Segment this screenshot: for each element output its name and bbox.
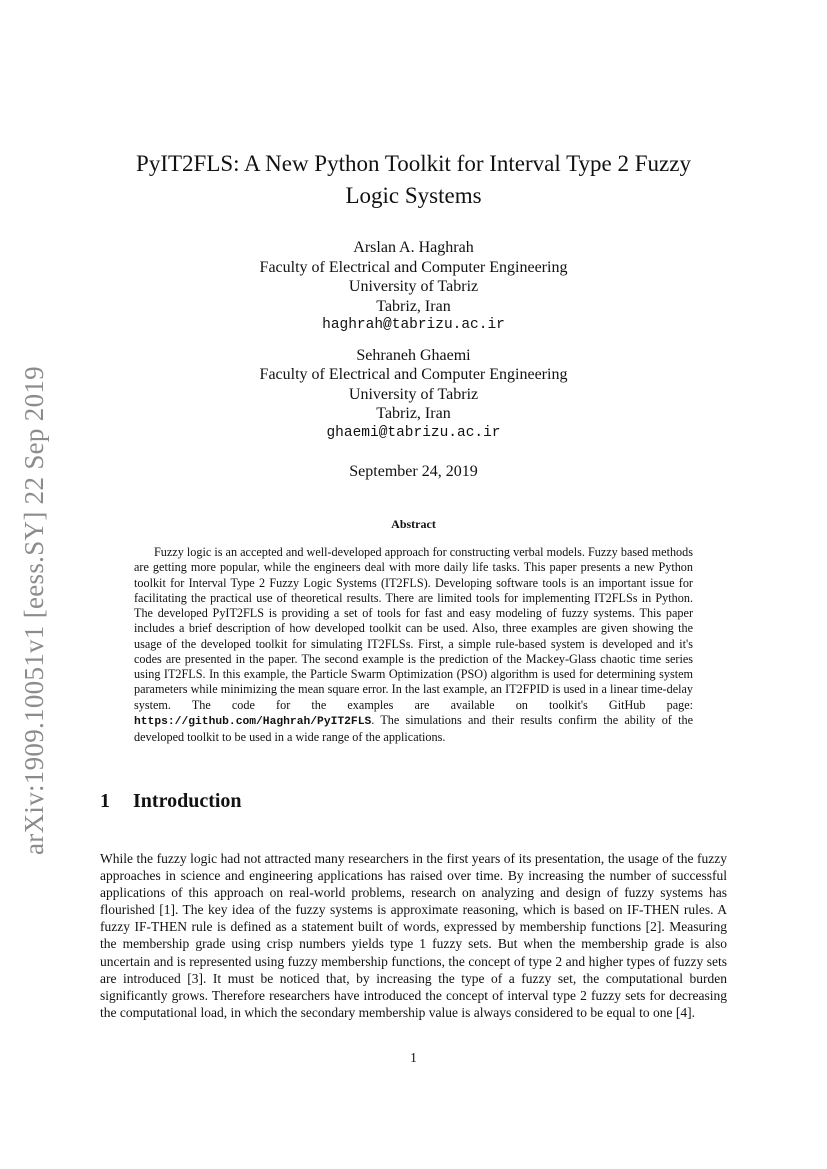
page-number: 1 (410, 1050, 417, 1065)
author-department: Faculty of Electrical and Computer Engineering (259, 366, 568, 383)
author-list (100, 238, 727, 453)
author-2 (100, 346, 727, 444)
abstract-body (134, 545, 693, 745)
author-university: University of Tabriz (348, 278, 479, 295)
author-name: Sehraneh Ghaemi (356, 346, 471, 364)
section-heading (100, 790, 242, 813)
author-1 (100, 238, 727, 336)
introduction-paragraph: While the fuzzy logic had not attracted many researchers in the first years of its presentation, the usage of the fuzzy approaches in science and engineering applications has raised over time. By increasing the number of successful applications of this approach on real-world problems, research on analyzing and design of fuzzy systems has flourished [1]. The key idea of the fuzzy systems is approximate reasoning, which is based on IF-THEN rules. A fuzzy IF-THEN rule is defined as a statement built of words, expressed by membership functions [2]. Measuring the membership grade using crisp numbers yields type 1 fuzzy sets. But when the membership grade is also uncertain and is represented using fuzzy membership functions, the concept of type 2 and higher types of fuzzy sets are introduced [3]. It must be noticed that, by increasing the type of a fuzzy set, the computational burden significantly grows. Therefore researchers have introduced the concept of interval type 2 fuzzy sets for decreasing the computational load, in which the secondary membership value is always considered to be equal to one [4]. (100, 851, 727, 1020)
publication-date: September 24, 2019 (349, 463, 478, 480)
author-email[interactable]: ghaemi@tabrizu.ac.ir (326, 424, 501, 441)
paper-title (100, 148, 727, 212)
author-university: University of Tabriz (348, 385, 479, 403)
arxiv-watermark (14, 355, 54, 865)
author-location: Tabriz, Iran (376, 297, 451, 315)
abstract-text-end: . The simulations and their results confirm the ability of the developed toolkit to be used in a wide range of the applications. (134, 712, 693, 744)
arxiv-id: arXiv:1909.10051v1 [eess.SY] 22 Sep 2019 (18, 365, 49, 855)
title-line-1: PyIT2FLS: A New Python Toolkit for Interval Type 2 Fuzzy (136, 151, 691, 176)
author-name: Arslan A. Haghrah (353, 239, 474, 256)
author-location: Tabriz, Iran (376, 405, 451, 422)
section-number: 1 (100, 790, 110, 812)
github-link[interactable]: https://github.com/Haghrah/PyIT2FLS (134, 715, 372, 728)
abstract-heading: Abstract (391, 517, 436, 531)
section-title: Introduction (133, 790, 242, 812)
author-department: Faculty of Electrical and Computer Engineering (259, 258, 568, 276)
author-email[interactable]: haghrah@tabrizu.ac.ir (322, 317, 505, 333)
title-line-2: Logic Systems (345, 183, 482, 208)
abstract-text: Fuzzy logic is an accepted and well-developed approach for constructing verbal models. Fuzzy based methods are getting more popular, while the engineers deal with more daily life tasks. This paper presents a new Python toolkit for Interval Type 2 Fuzzy Logic Systems (IT2FLS). Developing software tools is an important issue for facilitating the practical use of theoretical results. There are limited tools for implementing IT2FLSs in Python. The developed PyIT2FLS is providing a set of tools for fast and easy modeling of fuzzy systems. This paper includes a brief description of how developed toolkit can be used. Also, three examples are given showing the usage of the developed toolkit for simulating IT2FLSs. First, a simple rule-based system is developed and it's codes are presented in the paper. The second example is the prediction of the Mackey-Glass chaotic time series using IT2FLS. In this example, the Particle Swarm Optimization (PSO) algorithm is used for determining system parameters while minimizing the mean square error. In the last example, an IT2FPID is used in a linear time-delay system. The code for the examples are available on toolkit's GitHub page: (134, 545, 693, 712)
